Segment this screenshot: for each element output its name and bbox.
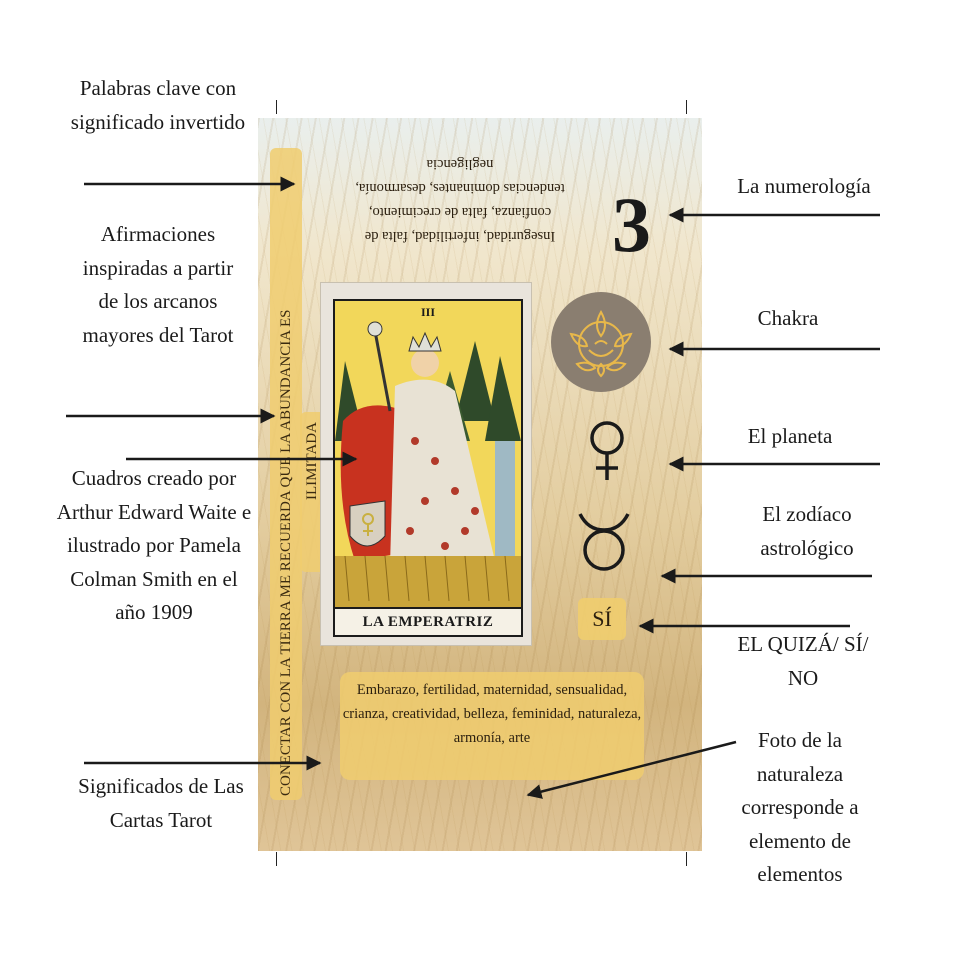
tarot-numeral: III bbox=[420, 305, 435, 319]
numerology-number: 3 bbox=[612, 181, 651, 268]
answer-badge: SÍ bbox=[578, 598, 626, 640]
label-quiza: EL QUIZÁ/ SÍ/ NO bbox=[737, 632, 869, 690]
affirmation-text-line2: ILIMITADA bbox=[304, 422, 320, 500]
label-foto: Foto de la naturaleza corresponde a elemento de elementos bbox=[741, 728, 859, 886]
inverted-keywords: Inseguridad, infertilidad, falta de confianza, falta de crecimiento, tendencias dominantes, desarmonía, negligencia bbox=[355, 156, 565, 244]
label-zodiaco: El zodíaco astrológico bbox=[760, 502, 854, 560]
label-cuadros: Cuadros creado por Arthur Edward Waite e ilustrado por Pamela Colman Smith en el año 1909 bbox=[56, 466, 252, 624]
label-afirmaciones: Afirmaciones inspiradas a partir de los arcanos mayores del Tarot bbox=[82, 222, 234, 347]
label-chakra: Chakra bbox=[757, 306, 819, 330]
affirmation-text: CONECTAR CON LA TIERRA ME RECUERDA QUE LA ABUNDANCIA ES bbox=[278, 309, 294, 796]
label-significados: Significados de Las Cartas Tarot bbox=[78, 774, 244, 832]
label-palabras-clave: Palabras clave con significado invertido bbox=[70, 76, 246, 134]
card-meanings-text: Embarazo, fertilidad, maternidad, sensualidad, crianza, creatividad, belleza, feminidad, naturaleza, armonía, arte bbox=[342, 682, 642, 746]
tarot-name: LA EMPERATRIZ bbox=[333, 607, 523, 637]
label-planeta: El planeta bbox=[747, 424, 833, 448]
label-numerologia: La numerología bbox=[737, 174, 871, 198]
